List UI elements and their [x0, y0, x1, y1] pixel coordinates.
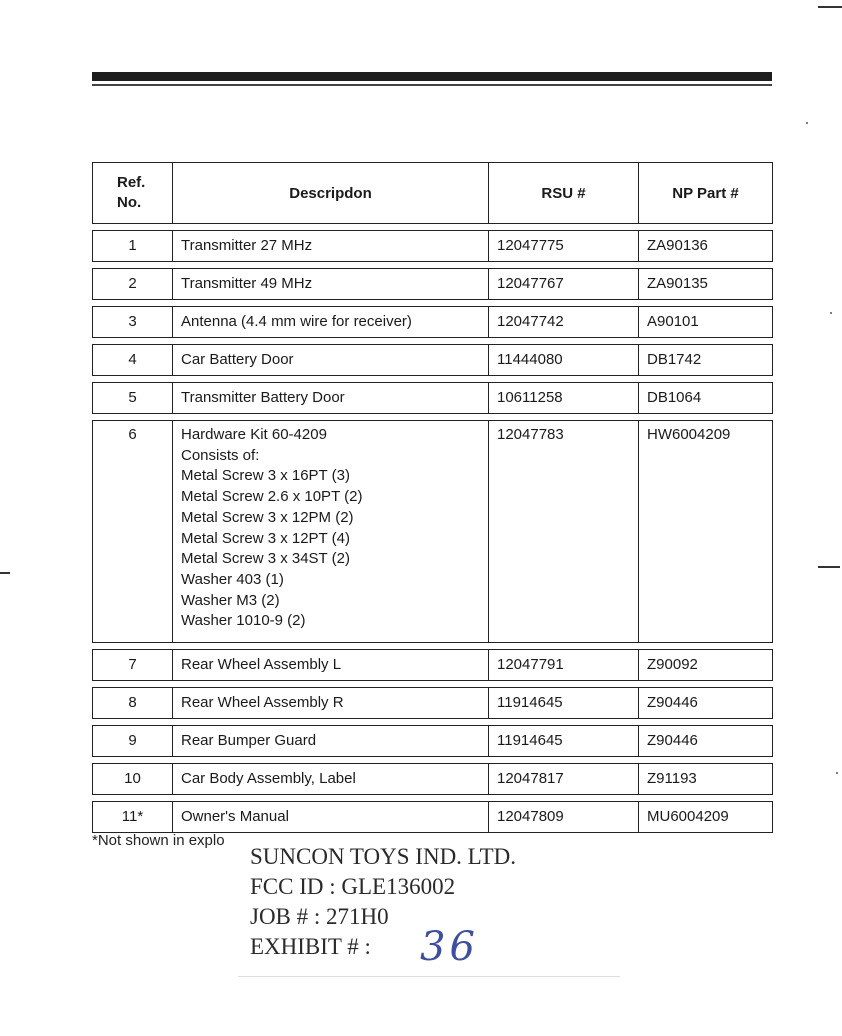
cell-description: Transmitter Battery Door [173, 383, 489, 414]
cell-rsu: 11444080 [489, 345, 639, 376]
cell-rsu: 12047817 [489, 764, 639, 795]
cell-rsu: 11914645 [489, 726, 639, 757]
stamp-job: JOB # : 271H0 [250, 904, 389, 929]
stamp-exhibit-label: EXHIBIT # : [250, 934, 371, 959]
row-separator [93, 300, 773, 307]
top-rule [92, 72, 772, 81]
cell-description: Transmitter 49 MHz [173, 269, 489, 300]
cell-np-part: ZA90136 [639, 231, 773, 262]
kit-line: Washer M3 (2) [181, 591, 280, 609]
cell-np-part: MU6004209 [639, 802, 773, 833]
table-row [93, 688, 773, 719]
cell-rsu: 10611258 [489, 383, 639, 414]
cell-rsu: 12047809 [489, 802, 639, 833]
cell-np-part: HW6004209 [639, 421, 773, 643]
cell-ref: 8 [93, 688, 173, 719]
table-row [93, 231, 773, 262]
table-row [93, 726, 773, 757]
kit-line: Hardware Kit 60-4209 [181, 426, 327, 443]
cell-description [173, 421, 489, 643]
table-row [93, 345, 773, 376]
stamp-company: SUNCON TOYS IND. LTD. [250, 844, 517, 869]
row-separator [93, 414, 773, 421]
cell-np-part: Z90092 [639, 650, 773, 681]
row-separator [93, 719, 773, 726]
cell-np-part: Z90446 [639, 726, 773, 757]
table-row [93, 802, 773, 833]
kit-line: Metal Screw 3 x 12PT (4) [181, 529, 350, 547]
cell-rsu: 12047767 [489, 269, 639, 300]
row-separator [93, 757, 773, 764]
cell-description: Owner's Manual [173, 802, 489, 833]
cell-ref: 2 [93, 269, 173, 300]
cell-np-part: DB1742 [639, 345, 773, 376]
kit-line: Metal Screw 3 x 12PM (2) [181, 508, 354, 526]
cell-rsu: 12047775 [489, 231, 639, 262]
table-row [93, 650, 773, 681]
edge-mark-left [0, 572, 10, 574]
cell-np-part: Z91193 [639, 764, 773, 795]
speck [806, 122, 808, 124]
kit-line: Metal Screw 3 x 16PT (3) [181, 467, 350, 485]
kit-line: Washer 1010-9 (2) [181, 612, 306, 630]
kit-line: Metal Screw 2.6 x 10PT (2) [181, 488, 363, 506]
row-separator [93, 643, 773, 650]
table-row [93, 307, 773, 338]
row-separator [93, 338, 773, 345]
cell-description: Car Body Assembly, Label [173, 764, 489, 795]
cell-np-part: A90101 [639, 307, 773, 338]
cell-ref: 9 [93, 726, 173, 757]
kit-line: Washer 403 (1) [181, 570, 284, 588]
header-row [93, 163, 773, 224]
kit-line: Consists of: [181, 446, 260, 464]
cell-rsu: 12047783 [489, 421, 639, 643]
stamp-exhibit-value: 36 [420, 924, 479, 970]
row-separator [93, 224, 773, 231]
cell-ref: 1 [93, 231, 173, 262]
cell-np-part: DB1064 [639, 383, 773, 414]
cell-rsu: 11914645 [489, 688, 639, 719]
cell-ref: 11* [93, 802, 173, 833]
cell-ref: 3 [93, 307, 173, 338]
cell-description: Car Battery Door [173, 345, 489, 376]
speck [836, 772, 838, 774]
cell-ref: 4 [93, 345, 173, 376]
cell-description: Antenna (4.4 mm wire for receiver) [173, 307, 489, 338]
table-row [93, 269, 773, 300]
cell-np-part: Z90446 [639, 688, 773, 719]
cell-ref: 5 [93, 383, 173, 414]
cell-ref: 10 [93, 764, 173, 795]
table-row [93, 764, 773, 795]
cell-ref: 7 [93, 650, 173, 681]
header-ref: Ref. No. [93, 163, 173, 224]
cell-rsu: 12047791 [489, 650, 639, 681]
cell-np-part: ZA90135 [639, 269, 773, 300]
header-np-part: NP Part # [639, 163, 773, 224]
cell-description: Rear Wheel Assembly R [173, 688, 489, 719]
table-row [93, 421, 773, 643]
edge-mark-right [818, 566, 840, 568]
cell-description: Rear Wheel Assembly L [173, 650, 489, 681]
top-rule-thin [92, 84, 772, 86]
speck [830, 312, 832, 314]
cell-rsu: 12047742 [489, 307, 639, 338]
kit-line: Metal Screw 3 x 34ST (2) [181, 550, 350, 568]
company-stamp [238, 838, 620, 977]
row-separator [93, 262, 773, 269]
cell-description: Transmitter 27 MHz [173, 231, 489, 262]
stamp-fcc-id: FCC ID : GLE136002 [250, 874, 456, 899]
row-separator [93, 376, 773, 383]
stamp-exhibit [250, 924, 479, 970]
parts-table [92, 162, 773, 833]
table-row [93, 383, 773, 414]
cell-ref: 6 [93, 421, 173, 643]
header-description: Descripdon [173, 163, 489, 224]
row-separator [93, 795, 773, 802]
row-separator [93, 681, 773, 688]
header-rsu: RSU # [489, 163, 639, 224]
corner-mark [818, 6, 842, 8]
cell-description: Rear Bumper Guard [173, 726, 489, 757]
footnote: *Not shown in explo [92, 832, 225, 849]
